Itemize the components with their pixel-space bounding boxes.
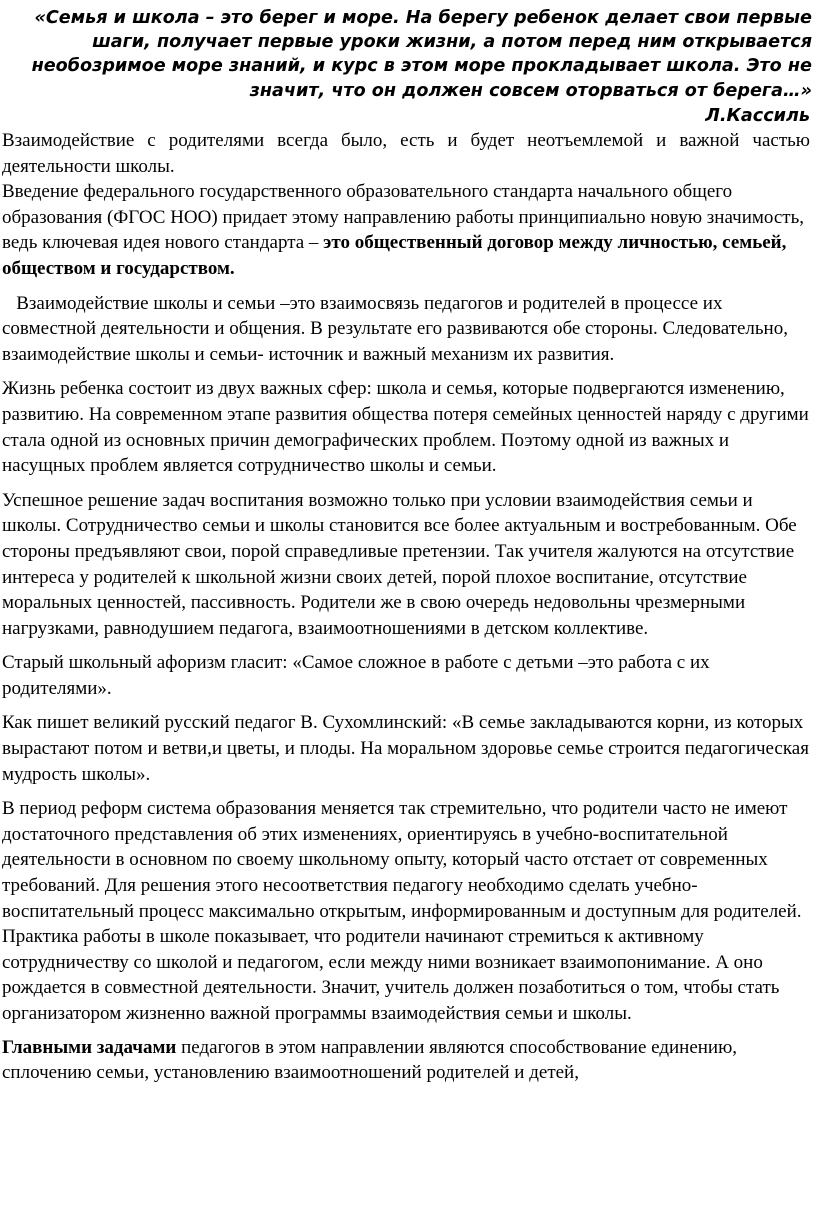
paragraph-9 (2, 1035, 810, 1086)
paragraph-9-bold: Главными задачами (2, 1036, 177, 1058)
paragraph-2-text: Введение федерального государственного образовательного стандарта начального общего образования (ФГОС НОО) придает этому направлению работы принципиально новую значимость, ведь ключевая идея нового стандарта – (2, 181, 805, 254)
epigraph-author: Л.Кассиль (705, 106, 810, 126)
document-body (2, 128, 810, 1086)
paragraph-6: Старый школьный афоризм гласит: «Самое сложное в работе с детьми –это работа с их родителями». (2, 652, 710, 699)
paragraph-3: Взаимодействие школы и семьи –это взаимосвязь педагогов и родителей в процессе их совместной деятельности и общения. В результате его развиваются обе стороны. Следовательно, взаимодействие школы и семьи- источник и важный механизм их развития. (2, 292, 793, 365)
paragraph-2 (2, 179, 810, 281)
paragraph-8: В период реформ система образования меняется так стремительно, что родители часто не имеют достаточного представления об этих изменениях, ориентируясь в учебно-воспитательной деятельности в основном по своему школьному опыту, который часто отстает от современных требований. Для решения этого несоответствия педагогу необходимо сделать учебно-воспитательный процесс максимально открытым, информированным и доступным для родителей. Практика работы в школе показывает, что родители начинают стремиться к активному сотрудничеству со школой и педагогом, если между ними возникает взаимопонимание. А оно рождается в совместной деятельности. Значит, учитель должен позаботиться о том, чтобы стать организатором жизненно важной программы взаимодействия семьи и школы. (2, 798, 802, 1024)
paragraph-5: Успешное решение задач воспитания возможно только при условии взаимодействия семьи и школы. Сотрудничество семьи и школы становится все более актуальным и востребованным. Обе стороны предъявляют свои, порой справедливые претензии. Так учителя жалуются на отсутствие интереса у родителей к школьной жизни своих детей, порой плохое воспитание, отсутствие моральных ценностей, пассивность. Родители же в свою очередь недовольны чрезмерными нагрузками, равнодушием педагога, взаимоотношениями в детском коллективе. (2, 489, 797, 639)
paragraph-4: Жизнь ребенка состоит из двух важных сфер: школа и семья, которые подвергаются изменению, развитию. На современном этапе развития общества потеря семейных ценностей наряду с другими стала одной из основных причин демографических проблем. Поэтому одной из важных и насущных проблем является сотрудничество школы и семьи. (2, 378, 809, 477)
paragraph-2-bold: это общественный договор между личностью, семьей, обществом и государством. (2, 232, 787, 279)
paragraph-9-text: педагогов в этом направлении являются способствование единению, сплочению семьи, установлению взаимоотношений родителей и детей, (2, 1036, 738, 1084)
paragraph-1: Взаимодействие с родителями всегда было, есть и будет неотъемлемой и важной частью деятельности школы. (2, 130, 810, 177)
epigraph-quote: «Семья и школа – это берег и море. На берегу ребенок делает свои первые шаги, получает первые уроки жизни, а потом перед ним открывается необозримое море знаний, и курс в этом море прокладывает школа. Это не значит, что он должен совсем оторваться от берега…» (31, 8, 812, 101)
paragraph-7: Как пишет великий русский педагог В. Сухомлинский: «В семье закладываются корни, из которых вырастают потом и ветви,и цветы, и плоды. На моральном здоровье семье строится педагогическая мудрость школы». (2, 712, 809, 785)
